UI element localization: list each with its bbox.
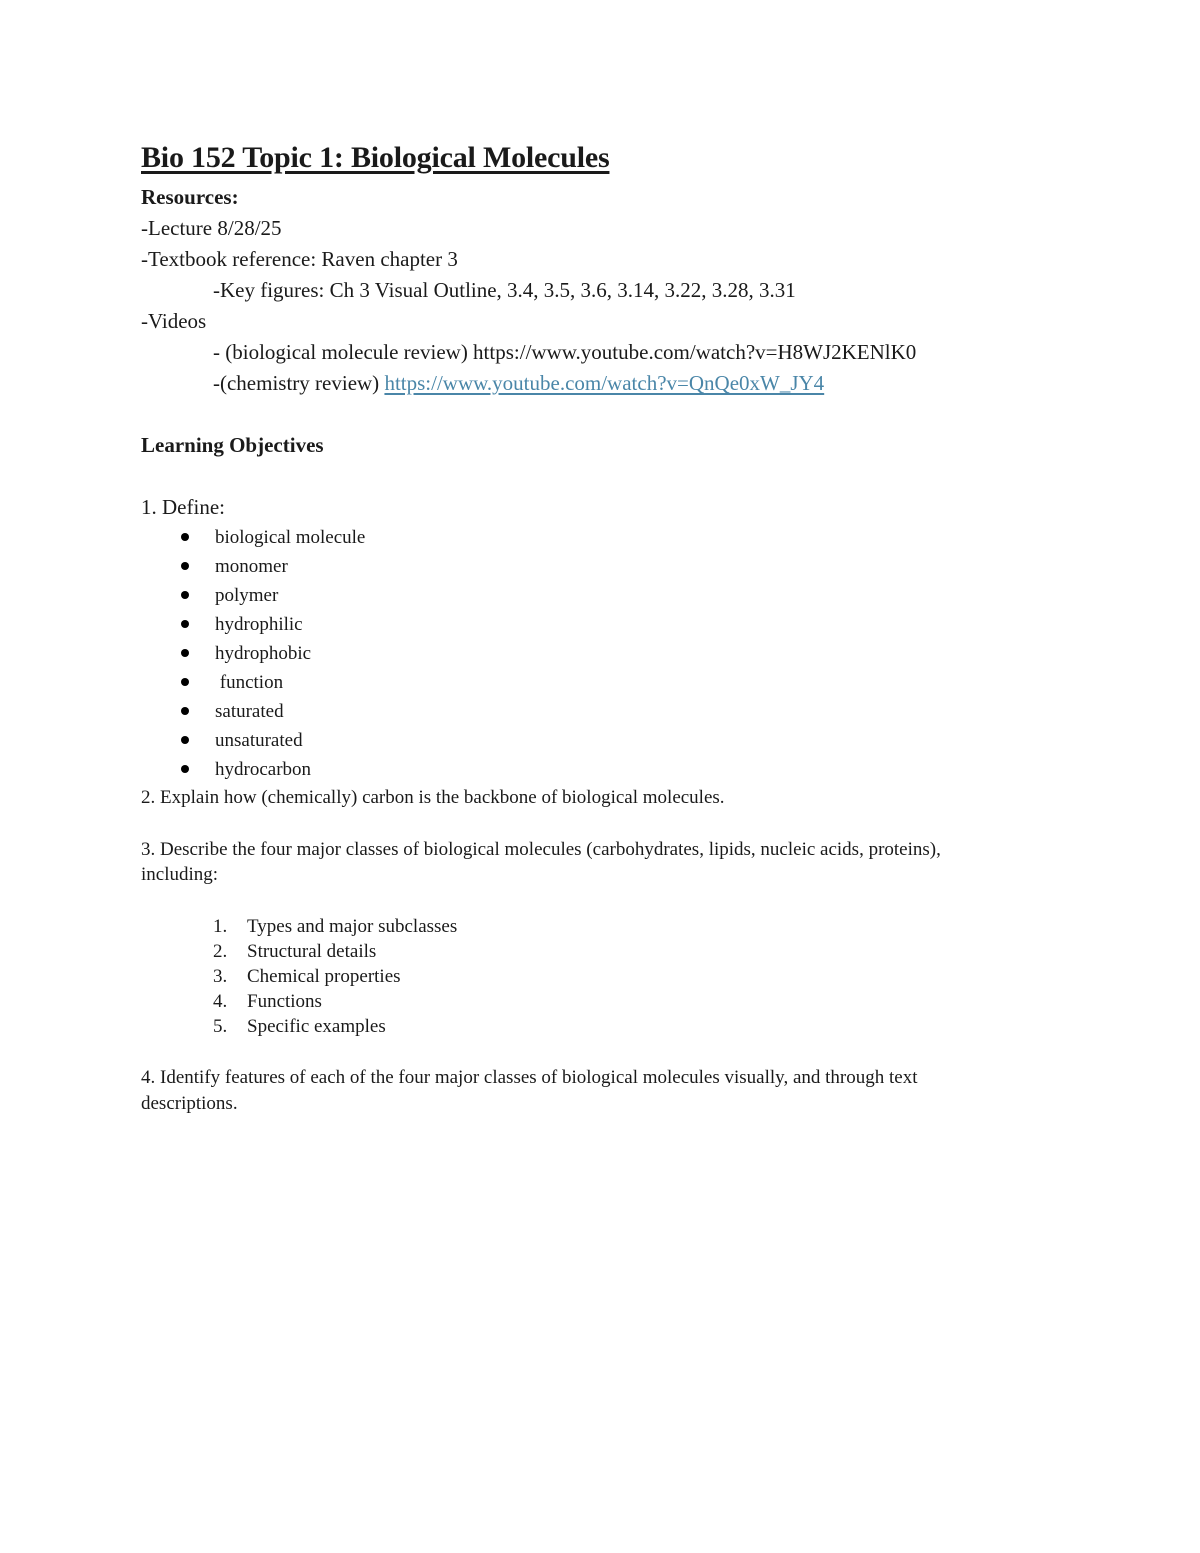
- objective-2: 2. Explain how (chemically) carbon is the backbone of biological molecules.: [141, 787, 725, 808]
- define-term: monomer: [215, 556, 288, 577]
- bullet-icon: [181, 562, 189, 570]
- bullet-icon: [181, 707, 189, 715]
- define-term: polymer: [215, 585, 279, 606]
- sublist-item-number: 1.: [213, 916, 228, 937]
- page-title: Bio 152 Topic 1: Biological Molecules: [141, 141, 610, 174]
- bullet-icon: [181, 678, 189, 686]
- define-term: hydrophilic: [215, 614, 303, 635]
- sublist-item-number: 5.: [213, 1016, 228, 1037]
- sublist-item-number: 4.: [213, 991, 228, 1012]
- bullet-icon: [181, 620, 189, 628]
- bullet-icon: [181, 736, 189, 744]
- resource-video-2: [213, 371, 824, 396]
- objective-4-line-1: 4. Identify features of each of the four major classes of biological molecules visually, and through text: [141, 1067, 918, 1088]
- resource-lecture: -Lecture 8/28/25: [141, 216, 282, 240]
- learning-objectives-heading: Learning Objectives: [141, 433, 324, 457]
- sublist-item-text: Types and major subclasses: [247, 916, 458, 937]
- video-2-label: -(chemistry review): [213, 371, 385, 395]
- bullet-icon: [181, 533, 189, 541]
- objective-3-line-2: including:: [141, 864, 219, 885]
- sublist-item: [213, 916, 457, 938]
- define-term: biological molecule: [215, 527, 366, 548]
- define-term: hydrophobic: [215, 643, 312, 664]
- sublist-item: [213, 966, 401, 988]
- bullet-icon: [181, 649, 189, 657]
- chemistry-review-link[interactable]: https://www.youtube.com/watch?v=QnQe0xW_JY4: [384, 371, 825, 395]
- sublist-item-text: Functions: [247, 991, 322, 1012]
- define-term: saturated: [215, 701, 284, 722]
- sublist-item: [213, 941, 376, 963]
- sublist-item: [213, 1016, 386, 1038]
- bullet-icon: [181, 765, 189, 773]
- define-term: function: [215, 672, 284, 693]
- resource-video-1: - (biological molecule review) https://www.youtube.com/watch?v=H8WJ2KENlK0: [213, 340, 917, 364]
- sublist-item-text: Specific examples: [247, 1016, 386, 1037]
- sublist-item: [213, 991, 322, 1013]
- bullet-icon: [181, 591, 189, 599]
- resource-textbook: -Textbook reference: Raven chapter 3: [141, 247, 458, 271]
- sublist-item-text: Structural details: [247, 941, 377, 962]
- sublist-item-text: Chemical properties: [247, 966, 401, 987]
- sublist-item-number: 3.: [213, 966, 228, 987]
- resource-videos-label: -Videos: [141, 309, 207, 333]
- resources-heading: Resources:: [141, 185, 239, 209]
- objective-1: 1. Define:: [141, 495, 225, 519]
- define-term: hydrocarbon: [215, 759, 312, 780]
- objective-4-line-2: descriptions.: [141, 1093, 238, 1114]
- resource-key-figures: -Key figures: Ch 3 Visual Outline, 3.4, 3.5, 3.6, 3.14, 3.22, 3.28, 3.31: [213, 278, 796, 302]
- sublist-item-number: 2.: [213, 941, 228, 962]
- objective-3-line-1: 3. Describe the four major classes of biological molecules (carbohydrates, lipids, nucleic acids, proteins),: [141, 839, 941, 860]
- define-term: unsaturated: [215, 730, 303, 751]
